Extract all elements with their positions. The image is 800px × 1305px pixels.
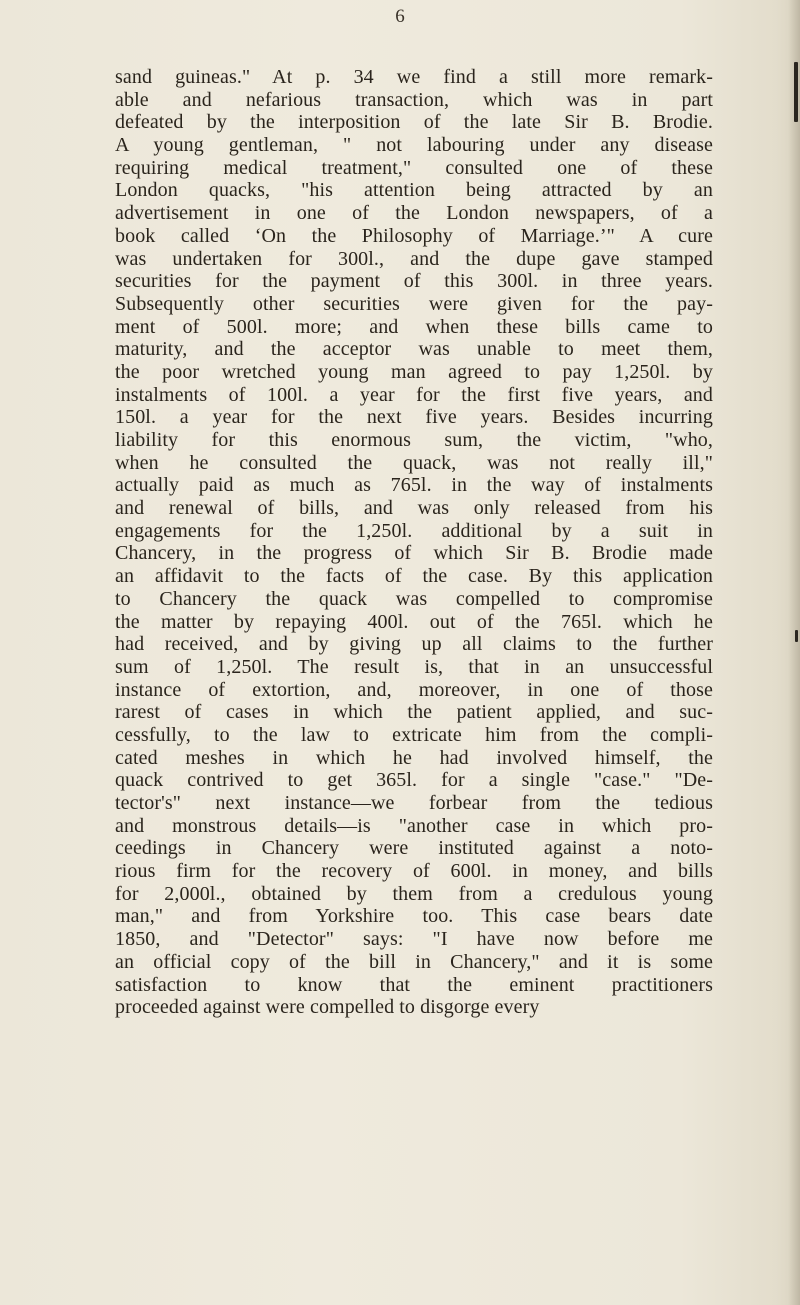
text-line: quack contrived to get 365l. for a single "case." "De-: [115, 769, 713, 792]
text-line: able and nefarious transaction, which was in part: [115, 88, 713, 111]
text-line: the poor wretched young man agreed to pay 1,250l. by: [115, 360, 713, 383]
text-line: proceeded against were compelled to disgorge every: [115, 996, 540, 1019]
text-line: book called ‘On the Philosophy of Marriage.’" A cure: [115, 224, 713, 247]
page-edge-shadow: [788, 0, 800, 1305]
text-line: liability for this enormous sum, the victim, "who,: [115, 429, 713, 451]
margin-mark: [794, 62, 798, 122]
text-line: tector's" next instance—we forbear from the tedious: [115, 792, 713, 814]
text-line: London quacks, "his attention being attracted by an: [115, 179, 713, 202]
text-line: sum of 1,250l. The result is, that in an unsuccessful: [115, 655, 713, 678]
text-line: and monstrous details—is "another case in which pro-: [115, 814, 713, 837]
text-line: engagements for the 1,250l. additional by a suit in: [115, 519, 713, 542]
text-line: defeated by the interposition of the late Sir B. Brodie.: [115, 111, 713, 134]
text-line: Chancery, in the progress of which Sir B. Brodie made: [115, 542, 713, 565]
text-line: instalments of 100l. a year for the first five years, and: [115, 383, 713, 406]
text-line: 1850, and "Detector" says: "I have now before me: [115, 928, 713, 951]
text-line: an official copy of the bill in Chancery," and it is some: [115, 950, 713, 973]
text-line: maturity, and the acceptor was unable to meet them,: [115, 338, 713, 361]
text-line: instance of extortion, and, moreover, in one of those: [115, 678, 713, 701]
text-line: actually paid as much as 765l. in the way of instalments: [115, 474, 713, 497]
page-number: 6: [395, 6, 405, 27]
text-line: an affidavit to the facts of the case. By this application: [115, 565, 713, 588]
text-line: when he consulted the quack, was not really ill,": [115, 451, 713, 474]
text-line: 150l. a year for the next five years. Besides incurring: [115, 406, 713, 429]
text-line: sand guineas." At p. 34 we find a still more remark-: [115, 66, 713, 88]
text-line: Subsequently other securities were given for the pay-: [115, 292, 713, 315]
text-line: had received, and by giving up all claims to the further: [115, 633, 713, 656]
text-line: securities for the payment of this 300l. in three years.: [115, 270, 713, 293]
text-line: ceedings in Chancery were instituted against a noto-: [115, 837, 713, 860]
text-line: rarest of cases in which the patient applied, and suc-: [115, 701, 713, 724]
text-line: cessfully, to the law to extricate him from the compli-: [115, 723, 713, 746]
text-line: for 2,000l., obtained by them from a credulous young: [115, 882, 713, 905]
text-line: satisfaction to know that the eminent practitioners: [115, 973, 713, 996]
text-line: A young gentleman, " not labouring under any disease: [115, 134, 713, 157]
text-line: the matter by repaying 400l. out of the 765l. which he: [115, 610, 713, 633]
text-line: man," and from Yorkshire too. This case bears date: [115, 905, 713, 928]
margin-mark: [795, 630, 798, 642]
text-line: to Chancery the quack was compelled to compromise: [115, 587, 713, 610]
text-line: advertisement in one of the London newspapers, of a: [115, 202, 713, 225]
body-text: [115, 66, 713, 1019]
text-line: cated meshes in which he had involved himself, the: [115, 746, 713, 769]
text-line: was undertaken for 300l., and the dupe gave stamped: [115, 247, 713, 270]
text-line: and renewal of bills, and was only released from his: [115, 497, 713, 520]
text-line: requiring medical treatment," consulted one of these: [115, 156, 713, 179]
text-line: rious firm for the recovery of 600l. in money, and bills: [115, 860, 713, 883]
text-line: ment of 500l. more; and when these bills came to: [115, 315, 713, 338]
